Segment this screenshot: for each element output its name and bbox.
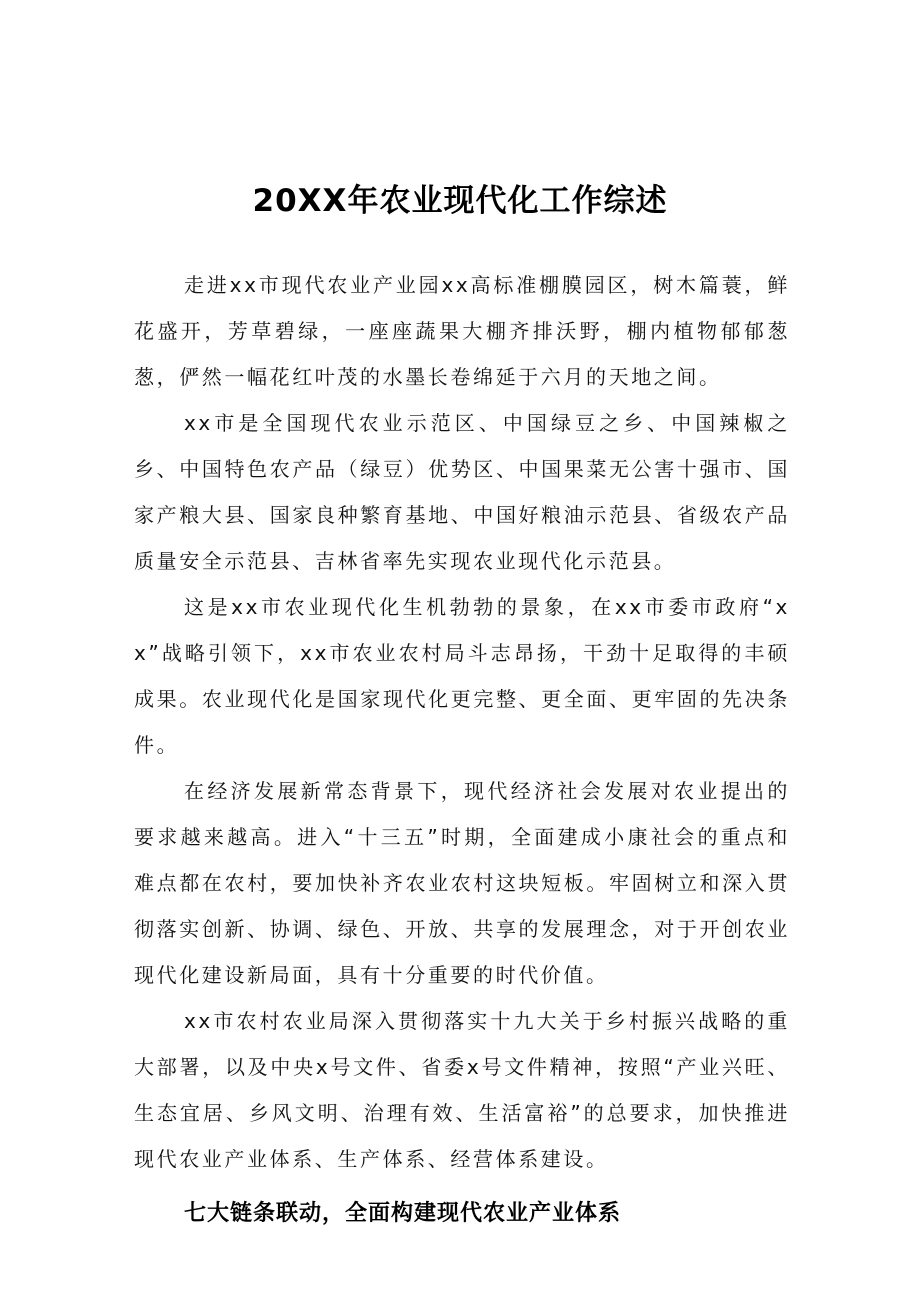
paragraph-background: 在经济发展新常态背景下，现代经济社会发展对农业提出的要求越来越高。进入“十三五”时期，全面建成小康社会的重点和难点都在农村，要加快补齐农业农村这块短板。牢固树立和深入贯彻落实创新、协调、绿色、开放、共享的发展理念，对于开创农业现代化建设新局面，具有十分重要的时代价值。 bbox=[134, 779, 790, 987]
paragraph-achievements: 这是xx市农业现代化生机勃勃的景象，在xx市委市政府“xx”战略引领下，xx市农业农村局斗志昂扬，干劲十足取得的丰硕成果。农业现代化是国家现代化更完整、更全面、更牢固的先决条件。 bbox=[134, 595, 790, 757]
document-body bbox=[134, 262, 790, 1238]
paragraph-implementation: xx市农村农业局深入贯彻落实十九大关于乡村振兴战略的重大部署，以及中央x号文件、省委x号文件精神，按照“产业兴旺、生态宜居、乡风文明、治理有效、生活富裕”的总要求，加快推进现代农业产业体系、生产体系、经营体系建设。 bbox=[134, 1009, 790, 1171]
section-heading: 七大链条联动，全面构建现代农业产业体系 bbox=[184, 1201, 622, 1226]
paragraph-intro: 走进xx市现代农业产业园xx高标准棚膜园区，树木篇蓑，鲜花盛开，芳草碧绿，一座座蔬果大棚齐排沃野，棚内植物郁郁葱葱，俨然一幅花红叶茂的水墨长卷绵延于六月的天地之间。 bbox=[134, 273, 790, 389]
document-title: 20XX年农业现代化工作综述 bbox=[252, 182, 668, 219]
paragraph-honors: xx市是全国现代农业示范区、中国绿豆之乡、中国辣椒之乡、中国特色农产品（绿豆）优势区、中国果菜无公害十强市、国家产粮大县、国家良种繁育基地、中国好粮油示范县、省级农产品质量安全示范县、吉林省率先实现农业现代化示范县。 bbox=[134, 411, 790, 573]
